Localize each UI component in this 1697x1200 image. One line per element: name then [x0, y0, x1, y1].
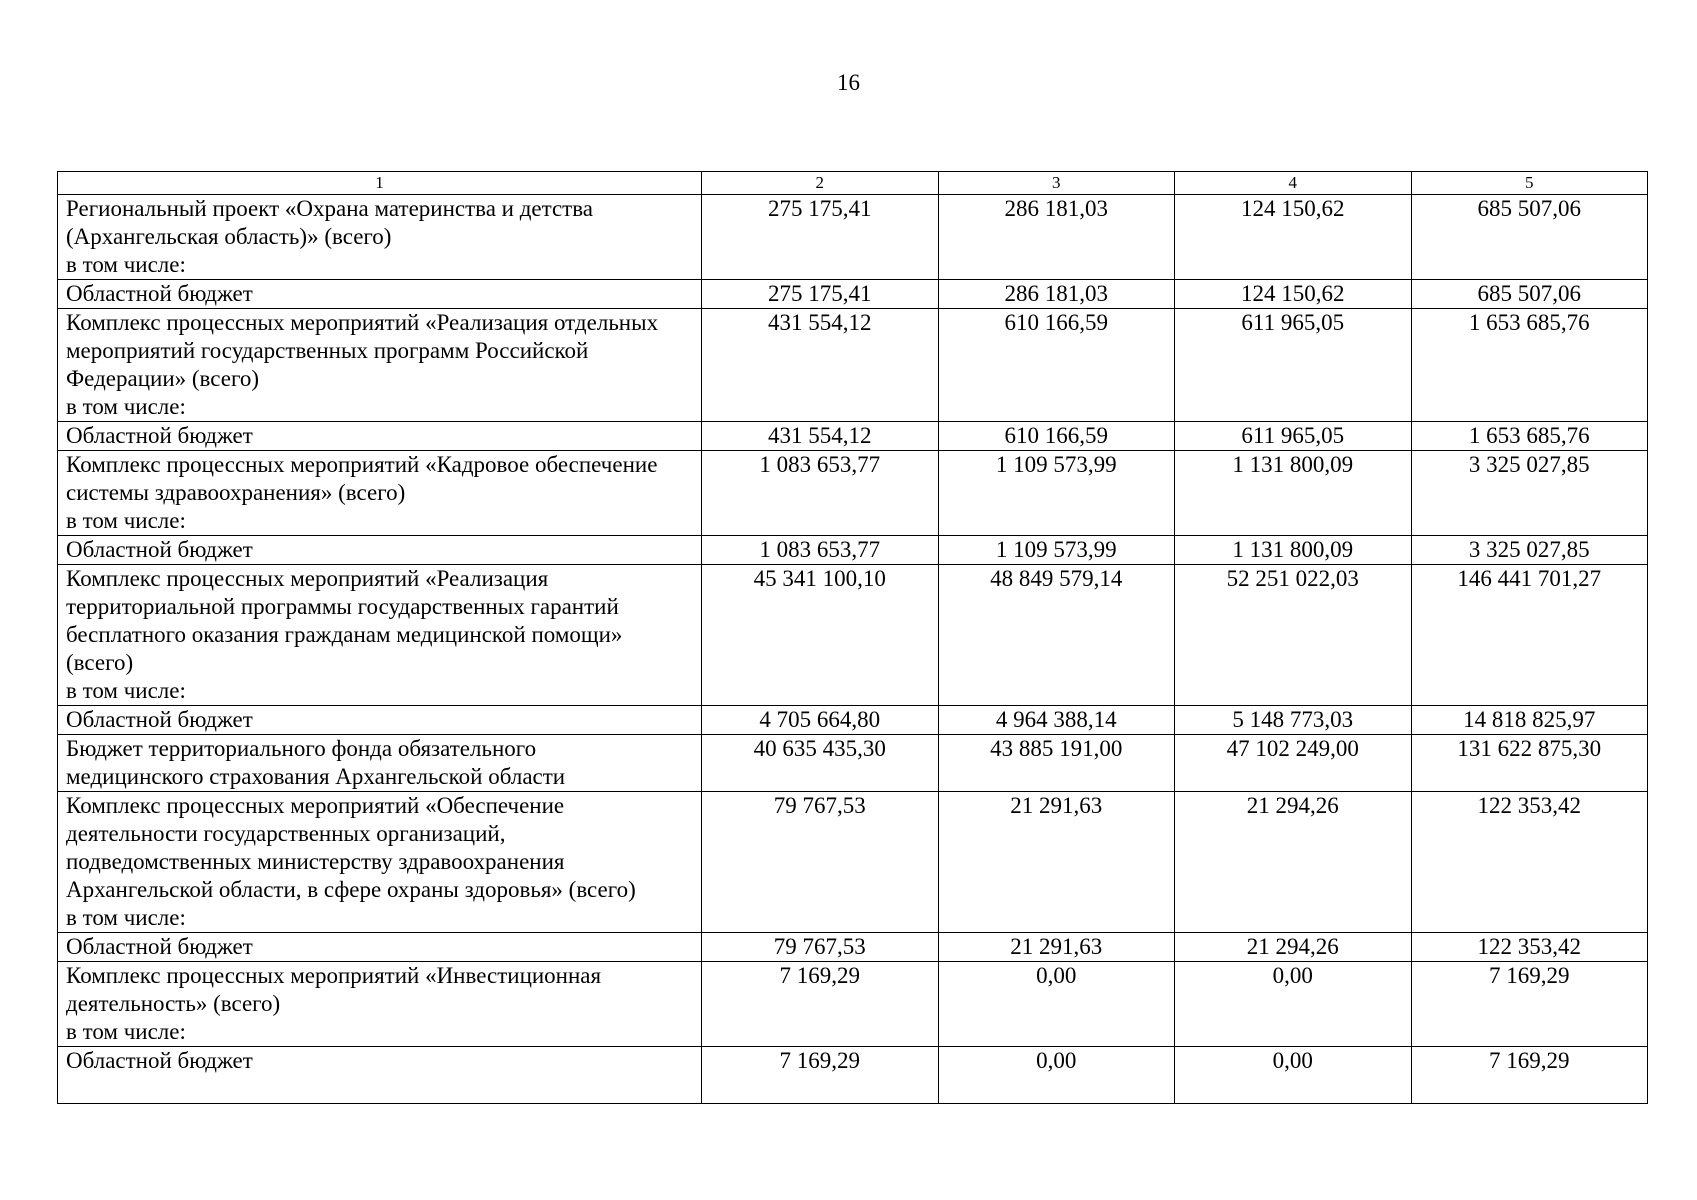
value-cell-col-2: 431 554,12 — [702, 309, 939, 422]
row-name-cell — [58, 280, 702, 309]
value-cell-col-3: 0,00 — [938, 1047, 1175, 1104]
table-row — [58, 195, 1648, 280]
table-row — [58, 451, 1648, 536]
row-name-line: Бюджет территориального фонда обязательного — [66, 736, 537, 761]
row-name-cell — [58, 962, 702, 1047]
value-cell-col-2: 1 083 653,77 — [702, 451, 939, 536]
row-name-line: Комплекс процессных мероприятий «Реализация отдельных — [66, 310, 659, 335]
value-cell-col-5: 14 818 825,97 — [1411, 706, 1648, 735]
table-row — [58, 706, 1648, 735]
value-cell-col-2: 79 767,53 — [702, 792, 939, 933]
budget-table — [57, 171, 1648, 1104]
value-cell-col-4: 1 131 800,09 — [1175, 536, 1412, 565]
row-name-cell — [58, 451, 702, 536]
value-cell-col-4: 52 251 022,03 — [1175, 565, 1412, 706]
value-cell-col-5: 7 169,29 — [1411, 1047, 1648, 1104]
table-row — [58, 792, 1648, 933]
row-name-cell — [58, 933, 702, 962]
row-name-line: в том числе: — [66, 508, 186, 533]
row-name-line: в том числе: — [66, 394, 186, 419]
row-name-line: деятельности государственных организаций, — [66, 821, 506, 846]
table-body — [58, 195, 1648, 1104]
value-cell-col-3: 286 181,03 — [938, 280, 1175, 309]
row-name-cell — [58, 706, 702, 735]
row-name-cell — [58, 792, 702, 933]
table-row — [58, 422, 1648, 451]
row-name-line: в том числе: — [66, 1019, 186, 1044]
row-name-line: Областной бюджет — [66, 707, 253, 732]
row-name-cell — [58, 536, 702, 565]
value-cell-col-5: 1 653 685,76 — [1411, 309, 1648, 422]
value-cell-col-2: 45 341 100,10 — [702, 565, 939, 706]
value-cell-col-5: 131 622 875,30 — [1411, 735, 1648, 792]
row-name-line: Областной бюджет — [66, 537, 253, 562]
row-name-line: (Архангельская область)» (всего) — [66, 224, 392, 249]
row-name-line: подведомственных министерству здравоохранения — [66, 849, 565, 874]
table-row — [58, 280, 1648, 309]
value-cell-col-2: 7 169,29 — [702, 962, 939, 1047]
value-cell-col-5: 1 653 685,76 — [1411, 422, 1648, 451]
value-cell-col-3: 1 109 573,99 — [938, 536, 1175, 565]
row-name-line: (всего) — [66, 650, 134, 675]
row-name-line: деятельность» (всего) — [66, 991, 281, 1016]
value-cell-col-3: 0,00 — [938, 962, 1175, 1047]
row-name-line: Региональный проект «Охрана материнства и детства — [66, 196, 593, 221]
table-row — [58, 735, 1648, 792]
value-cell-col-2: 7 169,29 — [702, 1047, 939, 1104]
row-name-line: Комплекс процессных мероприятий «Инвестиционная — [66, 963, 602, 988]
row-name-line: в том числе: — [66, 252, 186, 277]
row-name-cell — [58, 422, 702, 451]
value-cell-col-3: 1 109 573,99 — [938, 451, 1175, 536]
row-name-line: Областной бюджет — [66, 281, 253, 306]
value-cell-col-4: 21 294,26 — [1175, 792, 1412, 933]
value-cell-col-2: 431 554,12 — [702, 422, 939, 451]
value-cell-col-4: 5 148 773,03 — [1175, 706, 1412, 735]
row-name-line: медицинского страхования Архангельской области — [66, 764, 566, 789]
value-cell-col-4: 0,00 — [1175, 962, 1412, 1047]
value-cell-col-4: 47 102 249,00 — [1175, 735, 1412, 792]
row-name-line: системы здравоохранения» (всего) — [66, 480, 406, 505]
value-cell-col-3: 21 291,63 — [938, 933, 1175, 962]
column-header-1: 1 — [58, 172, 702, 195]
row-name-line: мероприятий государственных программ Российской — [66, 338, 589, 363]
value-cell-col-5: 122 353,42 — [1411, 792, 1648, 933]
row-name-line: Комплекс процессных мероприятий «Кадровое обеспечение — [66, 452, 658, 477]
row-name-line: в том числе: — [66, 905, 186, 930]
row-name-line: Областной бюджет — [66, 423, 253, 448]
row-name-cell — [58, 309, 702, 422]
value-cell-col-4: 124 150,62 — [1175, 280, 1412, 309]
column-header-2: 2 — [702, 172, 939, 195]
row-name-line: бесплатного оказания гражданам медицинской помощи» — [66, 622, 623, 647]
value-cell-col-5: 3 325 027,85 — [1411, 451, 1648, 536]
value-cell-col-4: 124 150,62 — [1175, 195, 1412, 280]
table-row — [58, 933, 1648, 962]
value-cell-col-3: 4 964 388,14 — [938, 706, 1175, 735]
value-cell-col-2: 1 083 653,77 — [702, 536, 939, 565]
row-name-cell — [58, 1047, 702, 1104]
value-cell-col-4: 0,00 — [1175, 1047, 1412, 1104]
value-cell-col-4: 1 131 800,09 — [1175, 451, 1412, 536]
row-name-line: Архангельской области, в сфере охраны здоровья» (всего) — [66, 877, 636, 902]
table-row — [58, 309, 1648, 422]
value-cell-col-3: 48 849 579,14 — [938, 565, 1175, 706]
value-cell-col-4: 611 965,05 — [1175, 422, 1412, 451]
row-name-cell — [58, 195, 702, 280]
value-cell-col-2: 79 767,53 — [702, 933, 939, 962]
table-row — [58, 1047, 1648, 1104]
value-cell-col-5: 685 507,06 — [1411, 195, 1648, 280]
value-cell-col-3: 610 166,59 — [938, 309, 1175, 422]
row-name-cell — [58, 565, 702, 706]
header-row — [58, 172, 1648, 195]
table-row — [58, 536, 1648, 565]
value-cell-col-3: 43 885 191,00 — [938, 735, 1175, 792]
row-name-line: в том числе: — [66, 678, 186, 703]
row-name-line: Федерации» (всего) — [66, 366, 259, 391]
table-row — [58, 565, 1648, 706]
value-cell-col-3: 610 166,59 — [938, 422, 1175, 451]
row-name-line: территориальной программы государственных гарантий — [66, 594, 619, 619]
table-row — [58, 962, 1648, 1047]
value-cell-col-2: 4 705 664,80 — [702, 706, 939, 735]
value-cell-col-3: 286 181,03 — [938, 195, 1175, 280]
page-number: 16 — [837, 70, 860, 95]
value-cell-col-5: 3 325 027,85 — [1411, 536, 1648, 565]
value-cell-col-5: 7 169,29 — [1411, 962, 1648, 1047]
value-cell-col-4: 21 294,26 — [1175, 933, 1412, 962]
value-cell-col-2: 275 175,41 — [702, 280, 939, 309]
column-header-5: 5 — [1411, 172, 1648, 195]
row-name-line: Комплекс процессных мероприятий «Реализация — [66, 566, 549, 591]
value-cell-col-5: 122 353,42 — [1411, 933, 1648, 962]
table-header — [58, 172, 1648, 195]
row-name-cell — [58, 735, 702, 792]
row-name-line: Областной бюджет — [66, 1048, 253, 1073]
value-cell-col-5: 685 507,06 — [1411, 280, 1648, 309]
value-cell-col-3: 21 291,63 — [938, 792, 1175, 933]
column-header-4: 4 — [1175, 172, 1412, 195]
value-cell-col-4: 611 965,05 — [1175, 309, 1412, 422]
column-header-3: 3 — [938, 172, 1175, 195]
row-name-line: Комплекс процессных мероприятий «Обеспечение — [66, 793, 565, 818]
value-cell-col-2: 40 635 435,30 — [702, 735, 939, 792]
value-cell-col-2: 275 175,41 — [702, 195, 939, 280]
row-name-line: Областной бюджет — [66, 934, 253, 959]
value-cell-col-5: 146 441 701,27 — [1411, 565, 1648, 706]
